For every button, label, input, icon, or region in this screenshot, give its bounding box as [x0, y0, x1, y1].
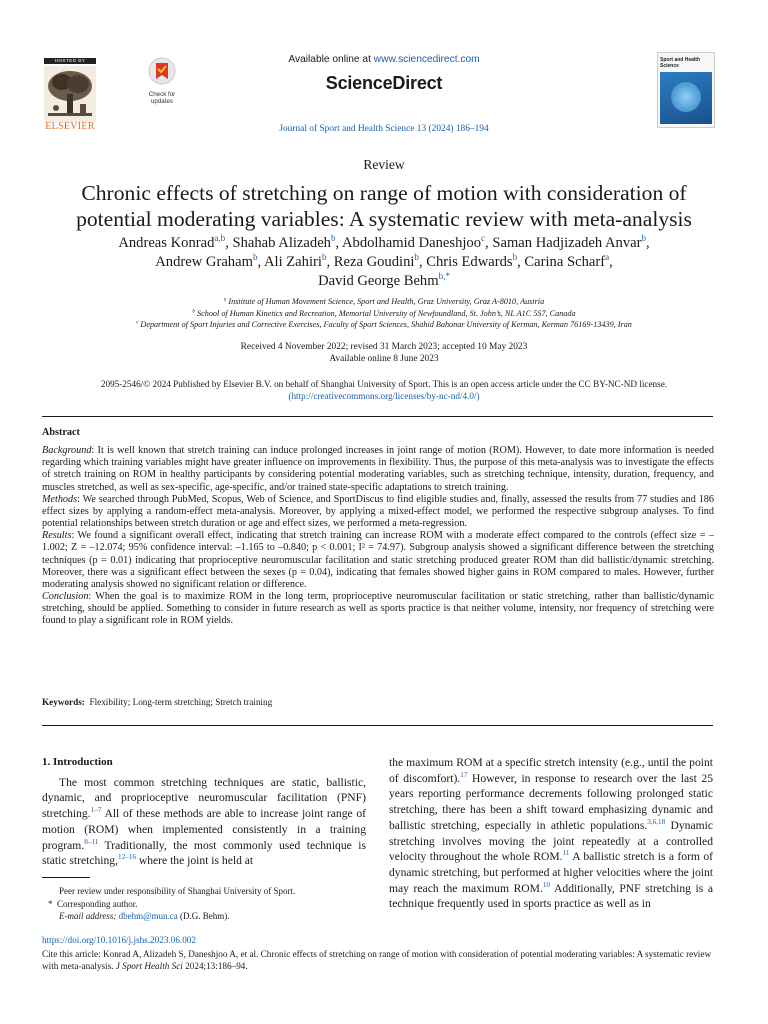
body-text: Traditionally, the most commonly used technique is static stretching,	[42, 838, 366, 868]
body-text: A ballistic stretch is a form of dynamic stretching, but performed at higher velocities where the joint may reach the maximum ROM.	[389, 850, 713, 895]
author-name[interactable]: Shahab Alizadeh	[232, 235, 331, 251]
author-name[interactable]: Saman Hadjizadeh Anvar	[492, 235, 642, 251]
body-column-right	[389, 755, 713, 912]
license-link[interactable]: (http://creativecommons.org/licenses/by-nc-nd/4.0/)	[288, 391, 480, 401]
author-separator: ,	[418, 254, 427, 270]
intro-paragraph-1	[42, 775, 366, 869]
email-owner: (D.G. Behm).	[179, 911, 230, 921]
author-affiliation-mark[interactable]: b,*	[438, 271, 450, 282]
author-name[interactable]: Abdolhamid Daneshjoo	[342, 235, 482, 251]
body-text: where the joint is held at	[135, 854, 254, 868]
check-updates-line1: Check for	[148, 91, 176, 98]
affiliation-c	[0, 319, 768, 331]
hosted-by-label: HOSTED BY	[44, 58, 96, 64]
keywords-list: Flexibility; Long-term stretching; Stretch training	[89, 697, 273, 707]
email-note	[42, 910, 372, 923]
check-updates-line2: updates	[150, 98, 174, 105]
title-line-2: potential moderating variables: A systematic review with meta-analysis	[76, 207, 692, 231]
methods-label: Methods	[42, 493, 78, 505]
body-text: The most common stretching techniques are static, ballistic, dynamic, and proprioceptive neuromuscular facilitation (PNF) stretching.	[42, 775, 366, 821]
peer-review-note: Peer review under responsibility of Shanghai University of Sport.	[59, 886, 296, 896]
keywords	[42, 697, 272, 707]
author-separator: ,	[517, 254, 525, 270]
author-affiliation-mark[interactable]: b	[414, 252, 419, 263]
background-text: : It is well known that stretch training can induce prolonged increases in joint range of motion (ROM). However, to date more information is needed regarding which training variables might have greater influence on improvements in flexibility. Thus, the purpose of this meta-analysis was to investigate the effects of stretch training on ROM in healthy participants by considering potential moderating variables, such as stretching technique, intensity, duration, frequency, and muscles stretched, as well as sex-specific, age-specific, and/or trained state-specific adaptations to stretch training.	[42, 445, 714, 493]
methods-text: : We searched through PubMed, Scopus, Web of Science, and SportDiscus to find eligible studies and, finally, assessed the results from 77 studies and 186 effect sizes by applying a random-effect meta-analysis. Moreover, by applying a mixed-effect model, we performed the respective subgroup analyses. To find potential relationships between stretch duration or age and effect sizes, we performed a meta-regression.	[42, 493, 714, 530]
author-affiliation-mark[interactable]: c	[481, 233, 486, 244]
citation-ref[interactable]: 11	[562, 849, 570, 858]
abstract-methods	[42, 494, 714, 530]
affiliation-mark: a	[223, 296, 227, 303]
results-text: : We found a significant overall effect, indicating that stretch training can increase ROM with a moderate effect compared to the controls (effect size = –1.002; Z = –12.074; 95% confidence interval: –1.165 to –0.840; p < 0.001; I² = 74.97). Subgroup analysis showed a significant difference between the stretching techniques (p = 0.01) indicating that proprioceptive neuromuscular facilitation and static stretching produced greater ROM than did ballistic/dynamic stretching. Moreover, there was a significant effect between the sexes (p = 0.04), indicating that females showed higher gains in ROM compared to males. However, further moderating analysis showed no significant relation or difference.	[42, 530, 714, 590]
body-text: Dynamic stretching involves moving the joint repeatedly at a controlled velocity throughout the whole ROM.	[389, 818, 713, 864]
article-type: Review	[363, 157, 405, 172]
available-online	[0, 54, 768, 65]
journal-reference-link[interactable]: Journal of Sport and Health Science 13 (2024) 186–194	[279, 124, 489, 134]
license-text: 2095-2546/© 2024 Published by Elsevier B.V. on behalf of Shanghai University of Sport. This is an open access article under the CC BY-NC-ND license.	[100, 379, 668, 389]
author-separator: ,	[326, 254, 334, 270]
citation-journal: J Sport Health Sci	[115, 961, 183, 972]
article-title	[0, 180, 768, 232]
elsevier-wordmark: ELSEVIER	[45, 121, 95, 132]
intro-paragraph-1-cont	[389, 755, 713, 912]
author-affiliation-mark[interactable]: b	[641, 233, 647, 244]
citation-line	[42, 948, 714, 973]
article-dates	[0, 341, 768, 365]
online-date: Available online 8 June 2023	[329, 354, 439, 364]
conclusion-label: Conclusion	[42, 591, 89, 603]
abstract-background	[42, 445, 714, 494]
citation-text: Cite this article: Konrad A, Alizadeh S, Daneshjoo A, et al. Chronic effects of stretching on range of motion with consideration of potential moderating variables: A systematic review with meta-analysis.	[42, 949, 712, 972]
title-line-1: Chronic effects of stretching on range of motion with consideration of	[81, 181, 687, 205]
abstract-results	[42, 530, 714, 591]
abstract	[42, 427, 714, 628]
author-list	[0, 234, 768, 291]
abstract-conclusion	[42, 591, 714, 627]
author-affiliation-mark[interactable]: a	[605, 252, 610, 263]
citation-ref[interactable]: 12–16	[117, 853, 136, 862]
author-name[interactable]: Andreas Konrad	[118, 235, 215, 251]
citation-ref[interactable]: 3,6,18	[647, 817, 666, 826]
author-name[interactable]: Ali Zahiri	[263, 254, 322, 270]
author-affiliation-mark[interactable]: b	[252, 252, 258, 263]
affiliations	[0, 296, 768, 331]
abstract-heading: Abstract	[42, 427, 80, 438]
author-separator: ,	[225, 235, 233, 251]
citation-ref[interactable]: 1–7	[90, 806, 102, 815]
author-affiliation-mark[interactable]: b	[330, 233, 336, 244]
author-affiliation-mark[interactable]: a,b	[214, 233, 226, 244]
keywords-label: Keywords:	[42, 697, 85, 707]
author-name[interactable]: Reza Goudini	[333, 254, 415, 270]
author-separator: ,	[609, 254, 613, 270]
corresponding-note	[42, 898, 372, 911]
author-separator: ,	[646, 235, 650, 251]
citation-ref[interactable]: 10	[542, 880, 551, 889]
citation-tail: 2024;13:186–94.	[182, 961, 248, 972]
results-label: Results	[42, 530, 72, 542]
sciencedirect-link[interactable]: www.sciencedirect.com	[373, 54, 480, 65]
author-name[interactable]: Chris Edwards	[426, 254, 513, 270]
author-separator: ,	[257, 254, 264, 270]
body-text: All of these methods are able to increase joint range of motion (ROM) when implemented consistently in a training program.	[42, 807, 366, 852]
affiliation-text: Institute of Human Movement Science, Sport and Health, Graz University, Graz A-8010, Austria	[228, 297, 545, 306]
received-dates: Received 4 November 2022; revised 31 March 2023; accepted 10 May 2023	[240, 342, 528, 352]
abstract-bottom-rule	[42, 725, 713, 726]
email-link[interactable]: dbehm@mun.ca	[118, 911, 178, 921]
affiliation-mark: b	[192, 307, 195, 314]
author-name[interactable]: David George Behm	[318, 273, 439, 289]
footnote-rule	[42, 877, 90, 878]
journal-cover-image	[657, 52, 715, 128]
author-name[interactable]: Andrew Graham	[155, 254, 253, 270]
affiliation-text: School of Human Kinetics and Recreation, Memorial University of Newfoundland, St. John’s, NL A1C 5S7, Canada	[197, 308, 576, 318]
body-column-left	[42, 755, 366, 869]
sciencedirect-wordmark: ScienceDirect	[325, 73, 443, 93]
affiliation-text: Department of Sport Injuries and Corrective Exercises, Faculty of Sport Sciences, Shahid Bahonar University of Kerman, Kerman 76169-13439, Iran	[140, 320, 632, 329]
cover-title: Sport and Health Science	[660, 57, 701, 69]
conclusion-text: : When the goal is to maximize ROM in the long term, proprioceptive neuromuscular facilitation or static stretching, rather than ballistic/dynamic stretching, should be applied. Something to consider in future research as well as sports practice is that neither volume, intensity, nor frequency of stretching were found to play a significant role in ROM yields.	[42, 591, 714, 627]
available-online-label: Available online at	[288, 54, 374, 65]
affiliation-mark: c	[136, 319, 139, 326]
body-text: However, in response to research over the last 25 years reporting performance decrements following prolonged static stretching, there has been a shift toward emphasizing dynamic and ballistic stretching, especially in athletic populations.	[389, 771, 714, 832]
affiliation-a	[0, 296, 768, 308]
body-text: Additionally, PNF stretching is a technique frequently used in sports practice as well as in	[389, 881, 713, 911]
body-text: the maximum ROM at a specific stretch intensity (e.g., until the point of discomfort).	[389, 756, 713, 785]
author-name[interactable]: Carina Scharf	[524, 254, 606, 270]
corresponding-mark: *	[48, 898, 53, 909]
section-heading-introduction: 1. Introduction	[42, 756, 113, 768]
footnotes	[42, 885, 372, 923]
background-label: Background	[42, 445, 92, 457]
citation-ref[interactable]: 8–11	[84, 837, 99, 846]
author-affiliation-mark[interactable]: b	[512, 252, 518, 263]
license-statement	[0, 378, 768, 402]
citation-ref[interactable]: 17	[460, 770, 468, 779]
corresponding-text: Corresponding author.	[57, 898, 138, 909]
author-affiliation-mark[interactable]: b	[321, 252, 327, 263]
doi-link[interactable]: https://doi.org/10.1016/j.jshs.2023.06.002	[42, 935, 196, 945]
author-separator: ,	[485, 235, 493, 251]
affiliation-b	[0, 308, 768, 320]
email-label: E-mail address:	[59, 911, 117, 921]
abstract-top-rule	[42, 416, 713, 417]
author-separator: ,	[335, 235, 342, 251]
